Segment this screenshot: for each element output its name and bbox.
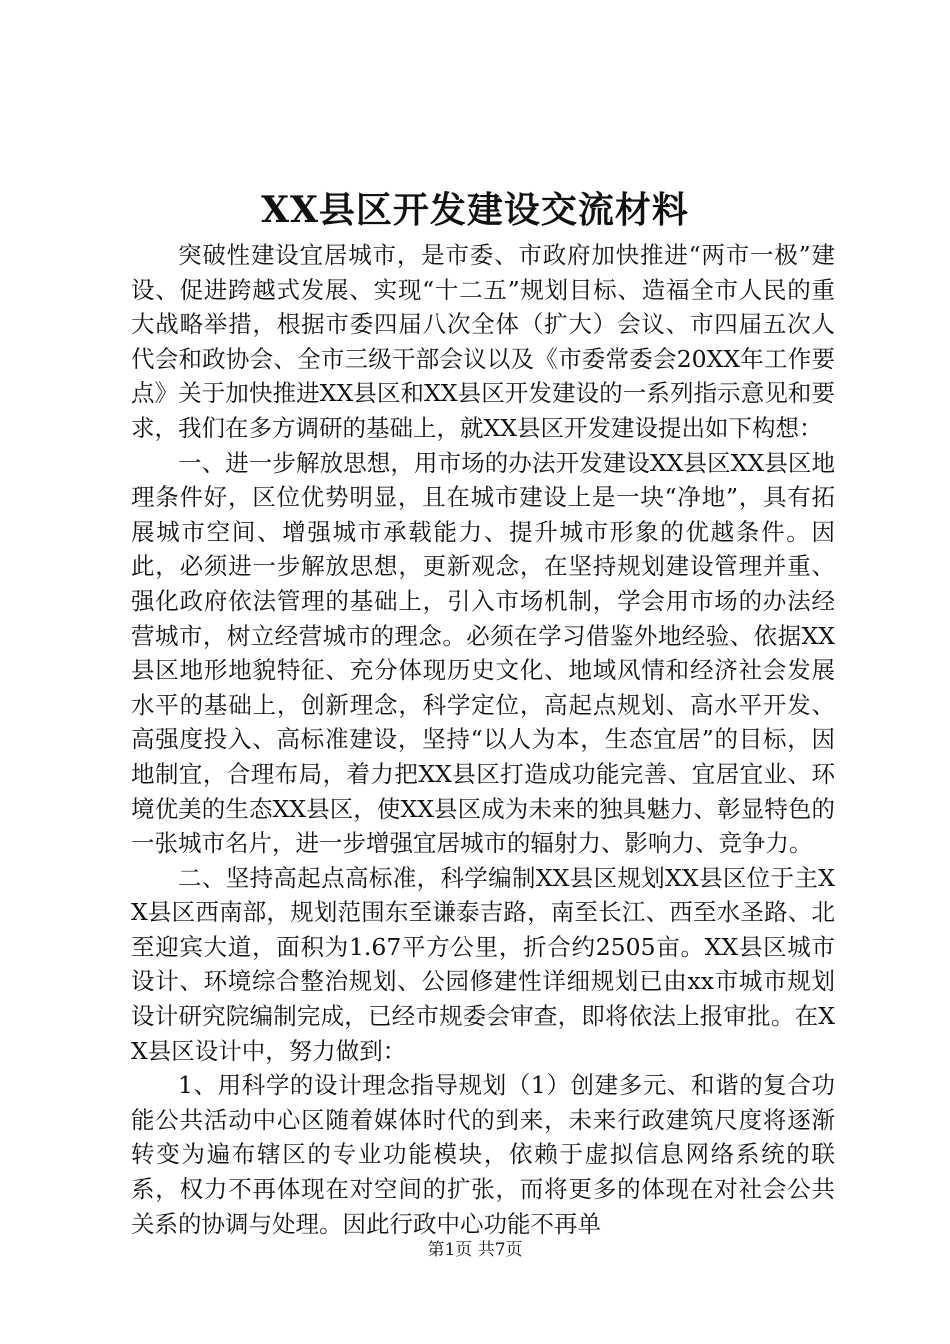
paragraph-section-1: 一、进一步解放思想，用市场的办法开发建设XX县区XX县区地理条件好，区位优势明显，且在城市建设上是一块“净地”，具有拓展城市空间、增强城市承载能力、提升城市形象的优越条件。因此，必须进一步解放思想，更新观念，在坚持规划建设管理并重、强化政府依法管理的基础上，引入市场机制，学会用市场的办法经营城市，树立经营城市的理念。必须在学习借鉴外地经验、依据XX县区地形地貌特征、充分体现历史文化、地域风情和经济社会发展水平的基础上，创新理念，科学定位，高起点规划、高水平开发、高强度投入、高标准建设，坚持“以人为本，生态宜居”的目标，因地制宜，合理布局，着力把XX县区打造成功能完善、宜居宜业、环境优美的生态XX县区，使XX县区成为未来的独具魅力、彰显特色的一张城市名片，进一步增强宜居城市的辐射力、影响力、竞争力。 — [131, 448, 835, 858]
paragraph-section-2: 二、坚持高起点高标准，科学编制XX县区规划XX县区位于主XX县区西南部，规划范围东至谦泰吉路，南至长江、西至水圣路、北至迎宾大道，面积为1.67平方公里，折合约2505亩。XX县区城市设计、环境综合整治规划、公园修建性详细规划已由xx市城市规划设计研究院编制完成，已经市规委会审查，即将依法上报审批。在XX县区设计中，努力做到： — [131, 863, 835, 1065]
paragraph-subsection-1: 1、用科学的设计理念指导规划（1）创建多元、和谐的复合功能公共活动中心区随着媒体时代的到来，未来行政建筑尺度将逐渐转变为遍布辖区的专业功能模块，依赖于虚拟信息网络系统的联系，权力不再体现在对空间的扩张，而将更多的体现在对社会公共关系的协调与处理。因此行政中心功能不再单 — [131, 1071, 835, 1238]
document-title: XX县区开发建设交流材料 — [261, 189, 689, 231]
page-footer: 第1页 共7页 — [427, 1240, 523, 1260]
paragraph-intro: 突破性建设宜居城市，是市委、市政府加快推进“两市一极”建设、促进跨越式发展、实现“十二五”规划目标、造福全市人民的重大战略举措，根据市委四届八次全体（扩大）会议、市四届五次人代会和政协会、全市三级干部会议以及《市委常委会20XX年工作要点》关于加快推进XX县区和XX县区开发建设的一系列指示意见和要求，我们在多方调研的基础上，就XX县区开发建设提出如下构想： — [131, 241, 835, 442]
document-body — [131, 238, 835, 1241]
